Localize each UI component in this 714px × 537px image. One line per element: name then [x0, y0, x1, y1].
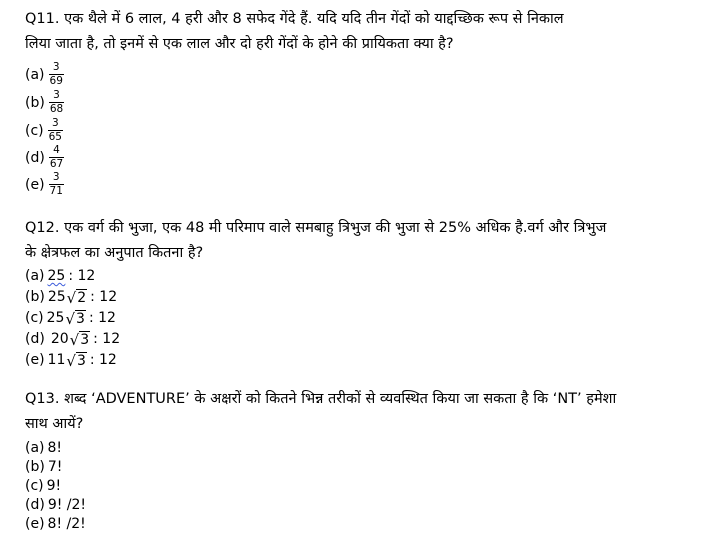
question-11-text: [25, 7, 691, 57]
question-12-line-2: के क्षेत्रफल का अनुपात कितना है?: [25, 245, 204, 261]
option-coefficient: 11: [47, 352, 66, 368]
radical-sign: √: [66, 288, 77, 307]
q11-option-e: [25, 172, 64, 197]
option-label: (a): [25, 268, 45, 284]
option-label: (e): [25, 352, 45, 368]
q11-option-a: [25, 62, 64, 87]
q13-option-b: [25, 458, 62, 476]
q11-option-b: [25, 90, 64, 115]
q12-option-c: [25, 309, 116, 327]
q13-option-d: [25, 496, 86, 514]
option-label: (b): [25, 459, 45, 475]
radical-sign: √: [65, 309, 76, 328]
option-coefficient: 20: [50, 331, 69, 347]
option-text: 9! /2!: [47, 497, 87, 513]
radicand: 3: [76, 352, 86, 369]
option-label: (c): [25, 310, 44, 326]
option-ratio: : 12: [89, 352, 117, 368]
option-label: (b): [25, 289, 45, 305]
option-ratio: : 12: [68, 268, 96, 284]
numerator: 3: [52, 61, 60, 73]
radicand: 3: [76, 310, 85, 327]
option-label: (e): [25, 516, 45, 532]
denominator: 68: [49, 103, 64, 115]
q12-option-d: [25, 330, 120, 348]
denominator: 65: [48, 131, 62, 143]
radicand: 2: [77, 289, 87, 306]
fraction: [48, 118, 63, 143]
radicand: 3: [80, 331, 90, 348]
question-12-line-1: Q12. एक वर्ग की भुजा, एक 48 मी परिमाप वाले समबाहु त्रिभुज की भुजा से 25% अधिक है.वर्ग और त्रिभुज: [25, 220, 607, 236]
radical-sign: √: [69, 330, 80, 349]
question-13-text: [25, 387, 691, 437]
question-11-line-2: लिया जाता है, तो इनमें से एक लाल और दो हरी गेंदों के होने की प्रायिकता क्या है?: [25, 36, 454, 52]
option-text: 8!: [47, 440, 63, 456]
denominator: 67: [49, 158, 64, 170]
square-root: [66, 352, 86, 369]
question-13-line-2: साथ आयें?: [25, 416, 84, 432]
q13-option-c: [25, 477, 61, 495]
option-label: (d): [25, 149, 45, 166]
option-coefficient: 25: [46, 310, 65, 326]
option-ratio: : 12: [90, 289, 118, 305]
q12-option-b: [25, 288, 117, 306]
square-root: [67, 289, 87, 306]
q11-option-c: [25, 118, 63, 143]
option-text: 8! /2!: [47, 516, 86, 532]
option-ratio: : 12: [93, 331, 121, 347]
question-12-text: [25, 216, 691, 266]
option-ratio: : 12: [88, 310, 116, 326]
fraction: [49, 62, 64, 87]
numerator: 3: [51, 117, 59, 129]
fraction: [49, 172, 64, 197]
fraction: [49, 90, 64, 115]
fraction: [49, 145, 64, 170]
denominator: 69: [49, 75, 63, 87]
option-label: (a): [25, 440, 45, 456]
q12-option-a: [25, 267, 95, 285]
option-label: (c): [25, 122, 44, 139]
option-label: (b): [25, 94, 45, 111]
q11-option-d: [25, 145, 64, 170]
numerator: 3: [52, 171, 60, 183]
option-text: 7!: [47, 459, 63, 475]
square-root: [70, 331, 90, 348]
option-label: (a): [25, 66, 45, 83]
option-coefficient: 25: [47, 268, 66, 284]
radical-sign: √: [66, 351, 76, 370]
option-text: 9!: [46, 478, 62, 494]
option-label: (d): [25, 331, 45, 347]
option-label: (c): [25, 478, 44, 494]
q13-option-e: [25, 515, 86, 533]
option-label: (e): [25, 176, 45, 193]
question-11-line-1: Q11. एक थैले में 6 लाल, 4 हरी और 8 सफेद गेंदे हैं. यदि यदि तीन गेंदों को याद्दच्छिक रूप से निकाल: [25, 11, 564, 27]
numerator: 3: [53, 89, 60, 101]
square-root: [65, 310, 85, 327]
denominator: 71: [49, 185, 63, 197]
q13-option-a: [25, 439, 62, 457]
numerator: 4: [53, 144, 60, 156]
q12-option-e: [25, 351, 117, 369]
question-13-line-1: Q13. शब्द ‘ADVENTURE’ के अक्षरों को कितने भिन्न तरीकों से व्यवस्थित किया जा सकता है कि ‘NT’ हमेशा: [25, 391, 617, 407]
option-coefficient: 25: [47, 289, 66, 305]
option-label: (d): [25, 497, 45, 513]
